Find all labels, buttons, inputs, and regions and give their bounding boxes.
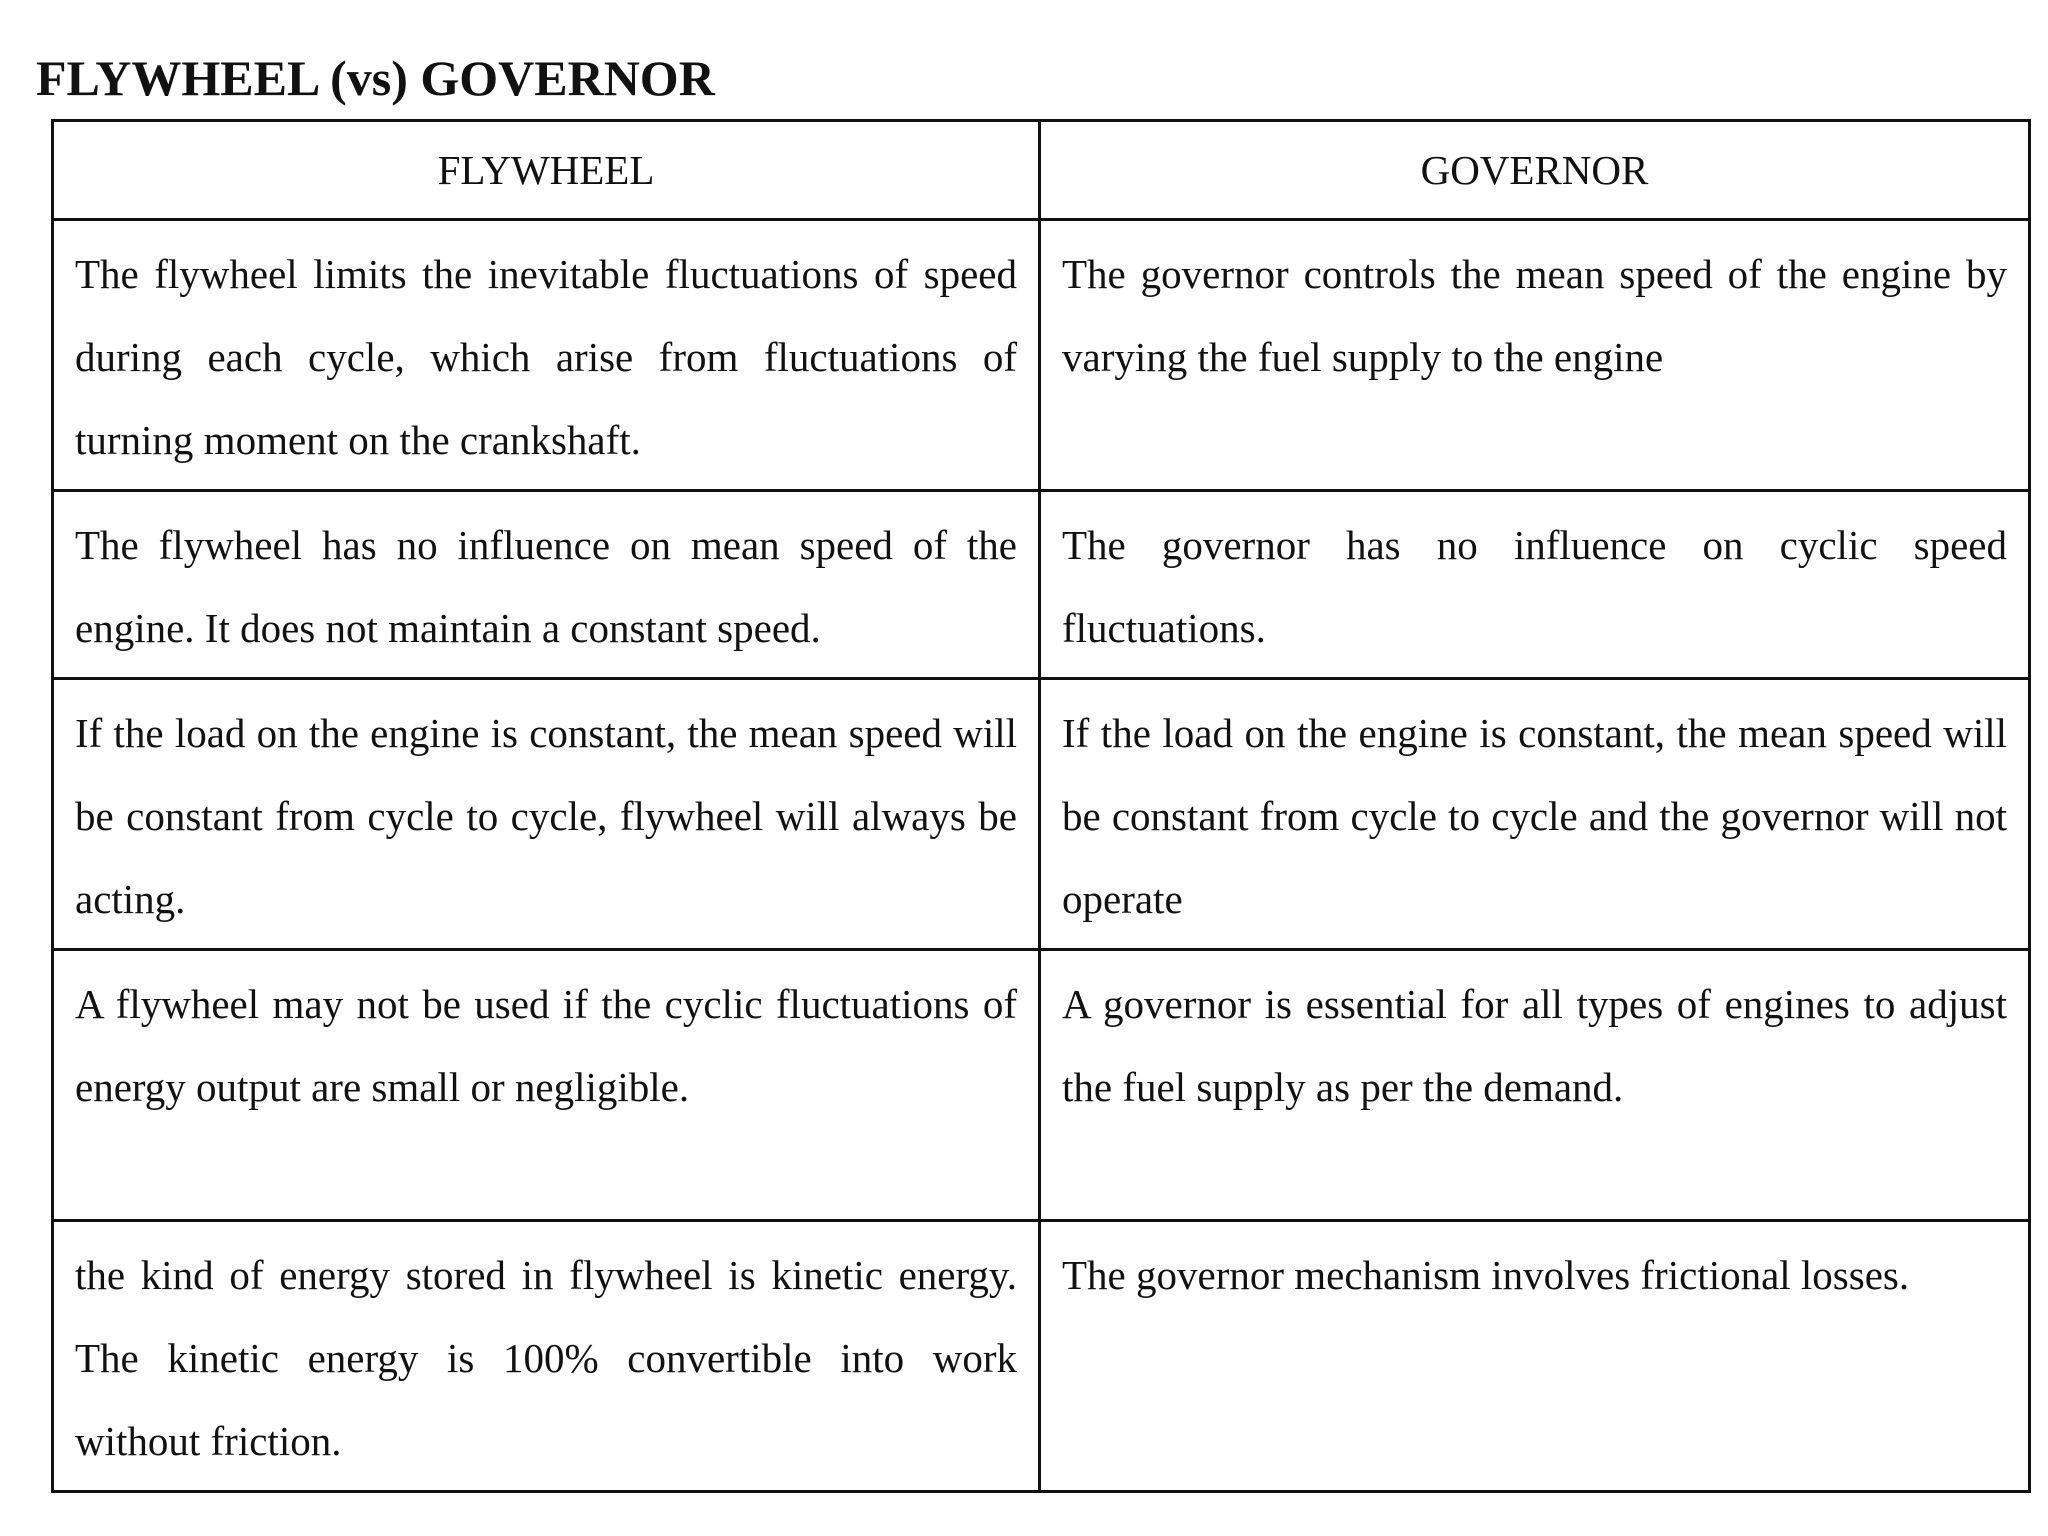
table-row <box>53 491 2030 679</box>
flywheel-cell <box>53 491 1040 679</box>
flywheel-cell <box>53 220 1040 491</box>
cell-text: The governor mechanism involves frictional losses. <box>1062 1252 1910 1298</box>
governor-cell <box>1040 950 2030 1221</box>
cell-text: the kind of energy stored in flywheel is kinetic energy. The kinetic energy is 100% convertible into work without friction. <box>75 1252 1017 1464</box>
cell-text: The governor controls the mean speed of the engine by varying the fuel supply to the engine <box>1062 251 2007 380</box>
header-governor: GOVERNOR <box>1040 121 2030 220</box>
cell-text: A flywheel may not be used if the cyclic fluctuations of energy output are small or negligible. <box>75 981 1017 1110</box>
flywheel-cell <box>53 679 1040 950</box>
table-row <box>53 1221 2030 1492</box>
cell-text: The governor has no influence on cyclic speed fluctuations. <box>1062 522 2007 651</box>
table-header <box>53 121 2030 220</box>
cell-text: If the load on the engine is constant, the mean speed will be constant from cycle to cycle and the governor will not operate <box>1062 710 2007 922</box>
cell-text: A governor is essential for all types of engines to adjust the fuel supply as per the demand. <box>1062 981 2007 1110</box>
header-flywheel: FLYWHEEL <box>53 121 1040 220</box>
table-body <box>53 220 2030 1492</box>
table-row <box>53 950 2030 1221</box>
governor-cell <box>1040 1221 2030 1492</box>
governor-cell <box>1040 491 2030 679</box>
cell-text: The flywheel has no influence on mean speed of the engine. It does not maintain a constant speed. <box>75 522 1017 651</box>
governor-cell <box>1040 679 2030 950</box>
cell-text: If the load on the engine is constant, the mean speed will be constant from cycle to cycle, flywheel will always be acting. <box>75 710 1017 922</box>
page-title: FLYWHEEL (vs) GOVERNOR <box>36 50 715 106</box>
comparison-table <box>51 119 2031 1493</box>
table-row <box>53 679 2030 950</box>
flywheel-cell <box>53 950 1040 1221</box>
flywheel-cell <box>53 1221 1040 1492</box>
cell-text: The flywheel limits the inevitable fluctuations of speed during each cycle, which arise from fluctuations of turning moment on the crankshaft. <box>75 251 1017 463</box>
governor-cell <box>1040 220 2030 491</box>
table-row <box>53 220 2030 491</box>
header-row <box>53 121 2030 220</box>
